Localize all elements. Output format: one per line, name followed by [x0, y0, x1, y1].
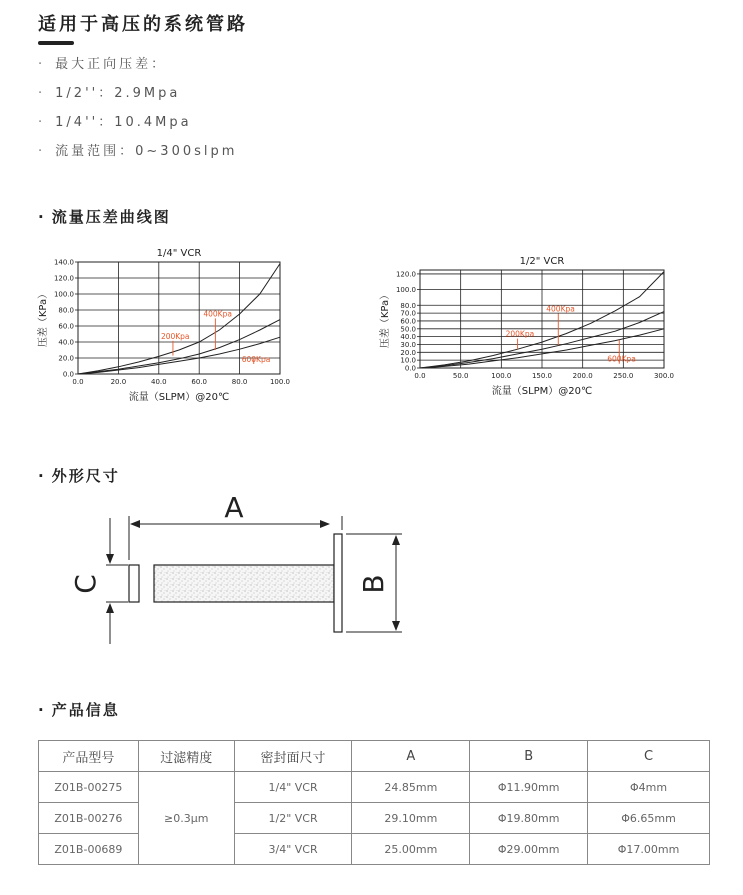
x-tick-label: 40.0 — [151, 378, 167, 386]
cell-model: Z01B-00276 — [39, 803, 139, 834]
x-tick-label: 100.0 — [491, 372, 512, 380]
x-tick-label: 100.0 — [269, 378, 291, 386]
y-tick-label: 30.0 — [400, 340, 416, 349]
y-tick-label: 40.0 — [400, 333, 416, 342]
annotation-label: 400Kpa — [546, 304, 575, 314]
cell-b: Φ11.90mm — [470, 772, 588, 803]
x-tick-label: 80.0 — [231, 378, 248, 386]
cell-a: 25.00mm — [352, 834, 470, 865]
header-model: 产品型号 — [39, 741, 139, 772]
cell-model: Z01B-00275 — [39, 772, 139, 803]
y-tick-label: 120.0 — [395, 270, 416, 279]
header-b: B — [470, 741, 588, 772]
x-tick-label: 300.0 — [653, 372, 675, 380]
header-a: A — [352, 741, 470, 772]
spec-flow-range: · 流量范围：0~300slpm — [38, 144, 238, 159]
y-tick-label: 20.0 — [400, 348, 416, 357]
dimension-b-label: B — [357, 574, 390, 594]
chart-quarter-inch — [36, 242, 298, 412]
table-header-row — [39, 741, 710, 772]
y-tick-label: 0.0 — [62, 370, 74, 379]
y-tick-label: 120.0 — [53, 274, 74, 283]
y-tick-label: 80.0 — [400, 301, 416, 310]
header-c: C — [588, 741, 710, 772]
x-tick-label: 0.0 — [72, 378, 84, 386]
cell-model: Z01B-00689 — [39, 834, 139, 865]
y-tick-label: 60.0 — [58, 322, 74, 331]
x-tick-label: 200.0 — [572, 372, 593, 380]
dimension-a-label: A — [224, 491, 244, 524]
dimension-drawing — [69, 488, 416, 638]
page-title: 适用于高压的系统管路 — [38, 14, 248, 35]
y-tick-label: 100.0 — [395, 286, 416, 295]
section-dimension-title: · 外形尺寸 — [38, 467, 120, 485]
y-tick-label: 60.0 — [400, 317, 416, 326]
annotation-label: 600Kpa — [241, 355, 271, 364]
cell-precision: ≥0.3μm — [138, 772, 234, 865]
dimension-c-label: C — [69, 574, 102, 594]
annotation-label: 200Kpa — [505, 329, 535, 339]
y-tick-label: 40.0 — [58, 338, 74, 347]
cell-a: 24.85mm — [352, 772, 470, 803]
y-tick-label: 100.0 — [53, 290, 74, 299]
title-underline — [38, 41, 74, 45]
y-tick-label: 10.0 — [400, 356, 416, 365]
section-product-title: · 产品信息 — [38, 701, 120, 719]
cell-size: 1/2" VCR — [234, 803, 352, 834]
cell-b: Φ19.80mm — [470, 803, 588, 834]
annotation-label: 200Kpa — [160, 331, 190, 341]
y-tick-label: 80.0 — [58, 306, 74, 315]
spec-max-pressure: · 最大正向压差： — [38, 57, 168, 72]
y-axis-label: 压差（KPa） — [38, 288, 49, 348]
x-tick-label: 50.0 — [452, 372, 469, 380]
header-precision: 过滤精度 — [138, 741, 234, 772]
x-axis-label: 流量（SLPM）@20℃ — [491, 386, 593, 397]
header-seal-size: 密封面尺寸 — [234, 741, 352, 772]
flange — [334, 534, 342, 632]
chart-half-inch — [378, 244, 680, 404]
cell-a: 29.10mm — [352, 803, 470, 834]
y-tick-label: 50.0 — [400, 325, 416, 334]
cell-c: Φ6.65mm — [588, 803, 710, 834]
x-tick-label: 250.0 — [613, 372, 634, 380]
x-tick-label: 20.0 — [110, 378, 127, 386]
y-axis-label: 压差（KPa） — [380, 289, 391, 349]
x-tick-label: 0.0 — [414, 372, 426, 380]
spec-quarter-inch: · 1/4''：10.4Mpa — [38, 115, 192, 130]
section-curve-title: · 流量压差曲线图 — [38, 208, 171, 226]
cell-c: Φ17.00mm — [588, 834, 710, 865]
filter-element — [154, 565, 334, 602]
x-axis-label: 流量（SLPM）@20℃ — [128, 392, 230, 403]
annotation-label: 400Kpa — [203, 309, 232, 319]
x-tick-label: 150.0 — [531, 372, 553, 380]
chart-title: 1/2" VCR — [519, 256, 565, 267]
cell-c: Φ4mm — [588, 772, 710, 803]
cell-b: Φ29.00mm — [470, 834, 588, 865]
cell-size: 3/4" VCR — [234, 834, 352, 865]
table-row — [39, 772, 710, 803]
annotation-label: 600Kpa — [607, 354, 636, 364]
cell-size: 1/4" VCR — [234, 772, 352, 803]
y-tick-label: 20.0 — [58, 354, 74, 363]
spec-half-inch: · 1/2''：2.9Mpa — [38, 86, 181, 101]
chart-title: 1/4" VCR — [156, 248, 202, 259]
y-tick-label: 140.0 — [53, 258, 74, 267]
y-tick-label: 0.0 — [404, 364, 416, 373]
fitting-stub — [129, 565, 139, 602]
product-info-table — [38, 740, 710, 865]
x-tick-label: 60.0 — [191, 378, 207, 386]
y-tick-label: 70.0 — [400, 309, 416, 318]
